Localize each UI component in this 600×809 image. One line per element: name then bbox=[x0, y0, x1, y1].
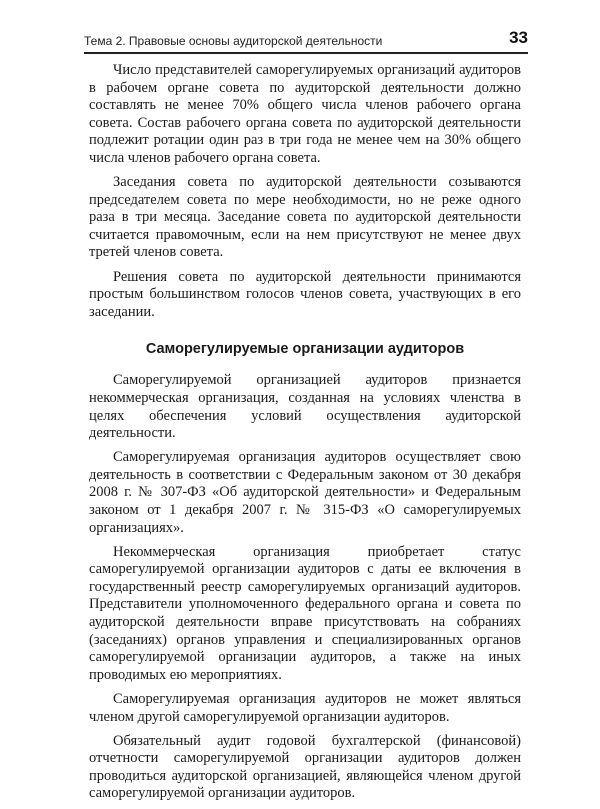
paragraph: Саморегулируемая организация аудиторов не может являться членом другой саморегулируемой организации аудиторов. bbox=[89, 690, 521, 725]
paragraph: Саморегулируемая организация аудиторов осуществляет свою деятельность в соответствии с Федеральным законом от 30 декабря 2008 г. № 307-ФЗ «Об аудиторской деятельности» и Федеральным законом от 1 декабря 2007 г. № 315-ФЗ «О саморегулируемых организациях». bbox=[89, 449, 521, 536]
chapter-title: Тема 2. Правовые основы аудиторской деятельности bbox=[84, 34, 383, 48]
paragraph: Заседания совета по аудиторской деятельности созываются председателем совета по мере необходимости, но не реже одного раза в три месяца. Заседание совета по аудиторской деятельности считается правомочным, если на нем присутствуют не менее двух третей членов совета. bbox=[89, 174, 521, 261]
section-heading: Саморегулируемые организации аудиторов bbox=[145, 341, 465, 358]
paragraph: Саморегулируемой организацией аудиторов признается некоммерческая организация, созданная на условиях членства в целях обеспечения условий осуществления аудиторской деятельности. bbox=[89, 372, 521, 442]
paragraph: Число представителей саморегулируемых организаций аудиторов в рабочем органе совета по аудиторской деятельности должно составлять не менее 70% общего числа членов рабочего органа совета. Состав рабочего органа совета по аудиторской деятельности подлежит ротации один раз в три года не менее чем на 30% общего числа членов рабочего органа совета. bbox=[89, 62, 521, 166]
paragraph: Обязательный аудит годовой бухгалтерской (финансовой) отчетности саморегулируемой организации аудиторов должен проводиться аудиторской организацией, являющейся членом другой саморегулируемой организации аудиторов. bbox=[89, 732, 521, 802]
paragraph: Некоммерческая организация приобретает статус саморегулируемой организации аудиторов с даты ее включения в государственный реестр саморегулируемых организаций аудиторов. Представители уполномоченного федерального органа и совета по аудиторской деятельности вправе присутствовать на собраниях (заседаниях) органов управления и специализированных органов саморегулируемой организации аудиторов, а также на иных проводимых ею мероприятиях. bbox=[89, 543, 521, 683]
paragraph: Решения совета по аудиторской деятельности принимаются простым большинством голосов членов совета, участвующих в его заседании. bbox=[89, 268, 521, 320]
running-header bbox=[84, 28, 528, 54]
page-number: 33 bbox=[509, 28, 528, 47]
body-text bbox=[89, 62, 521, 809]
